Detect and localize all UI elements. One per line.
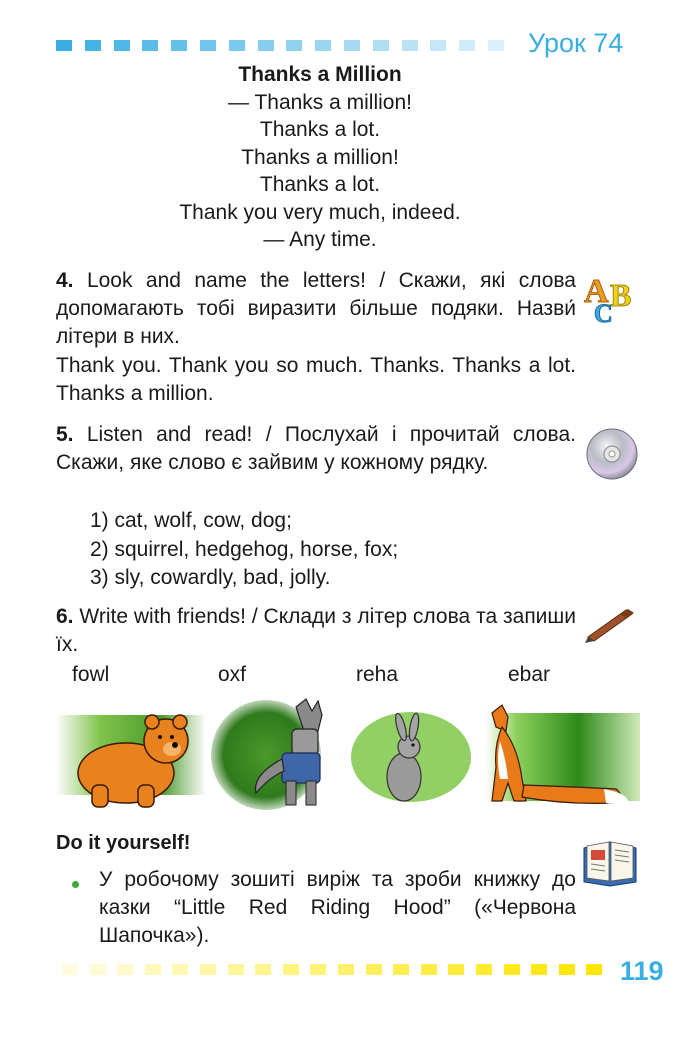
poem [0,61,640,254]
decorative-square [117,964,133,975]
decorative-square [283,964,299,975]
bullet-icon [72,875,79,893]
decorative-square [504,964,520,975]
poem-line: Thank you very much, indeed. [179,200,461,224]
book-icon [580,836,640,888]
decorative-square [145,964,161,975]
decorative-square [373,40,389,51]
list-item: 1) cat, wolf, cow, dog; [90,509,292,532]
decorative-square [85,40,101,51]
decorative-square [56,40,72,51]
pen-icon [582,604,638,644]
decorative-square [315,40,331,51]
decorative-square [421,964,437,975]
decorative-square [200,964,216,975]
decorative-square [488,40,504,51]
svg-text:C: C [594,299,613,324]
exercise-6-number: 6. [56,605,74,628]
cd-icon [586,428,638,480]
poem-line: Thanks a lot. [259,118,381,141]
exercise-4-instruction [56,267,576,351]
decorative-square [171,40,187,51]
decorative-square [393,964,409,975]
decorative-square [586,964,602,975]
exercise-5-list [90,507,398,593]
lesson-number: Урок 74 [528,28,624,58]
decorative-square [366,964,382,975]
word: oxf [218,663,247,686]
decorative-square [531,964,547,975]
decorative-square [476,964,492,975]
decorative-square [62,964,78,975]
list-item: 2) squirrel, hedgehog, horse, fox; [90,537,399,561]
decorative-square [172,964,188,975]
decorative-square [310,964,326,975]
decorative-square [200,40,216,51]
decorative-square [402,40,418,51]
word: fowl [72,663,110,686]
exercise-5-instruction [56,421,576,477]
word: reha [356,663,399,686]
exercise-5-number: 5. [56,423,74,446]
svg-text:B: B [610,277,632,313]
exercise-6-text: Write with friends! / Склади з літер слова та запиши їх. [56,605,576,656]
poem-line: — Any time. [263,228,377,251]
exercise-4-text: Look and name the letters! / Скажи, які слова допомагають тобі виразити більше подяки. Назви́ літери в них. [56,269,576,348]
poem-line: — Thanks a million! [227,90,413,114]
decorative-square [114,40,130,51]
decorative-square [459,40,475,51]
decorative-square [344,40,360,51]
decorative-square [228,964,244,975]
animals-illustration [56,697,640,815]
exercise-4-number: 4. [56,269,74,292]
decorative-square [448,964,464,975]
decorative-square [559,964,575,975]
diy-text: У робочому зошиті виріж та зроби книжку до казки “Little Red Riding Hood” («Червона Шапочка»). [99,868,576,947]
decorative-square [338,964,354,975]
list-item: 3) sly, cowardly, bad, jolly. [90,566,331,589]
diy-title: Do it yourself! [56,832,191,854]
exercise-6-instruction [56,603,576,659]
decorative-square [255,964,271,975]
svg-text:A: A [584,273,609,310]
poem-line: Thanks a lot. [259,173,381,196]
decorative-square [430,40,446,51]
decorative-square [142,40,158,51]
scrambled-words [0,663,700,693]
poem-line: Thanks a million! [241,145,399,169]
decorative-square [90,964,106,975]
exercise-5-text: Listen and read! / Послухай і прочитай слова. Скажи, яке слово є зайвим у кожному рядку. [56,423,576,474]
exercise-4-answer: Thank you. Thank you so much. Thanks. Thanks a lot. Thanks a million. [56,354,576,405]
decorative-square [286,40,302,51]
decorative-square [258,40,274,51]
abc-icon [582,268,642,324]
poem-title: Thanks a Million [238,63,402,86]
decorative-square [229,40,245,51]
word: ebar [508,663,551,686]
page-number: 119 [620,956,664,986]
